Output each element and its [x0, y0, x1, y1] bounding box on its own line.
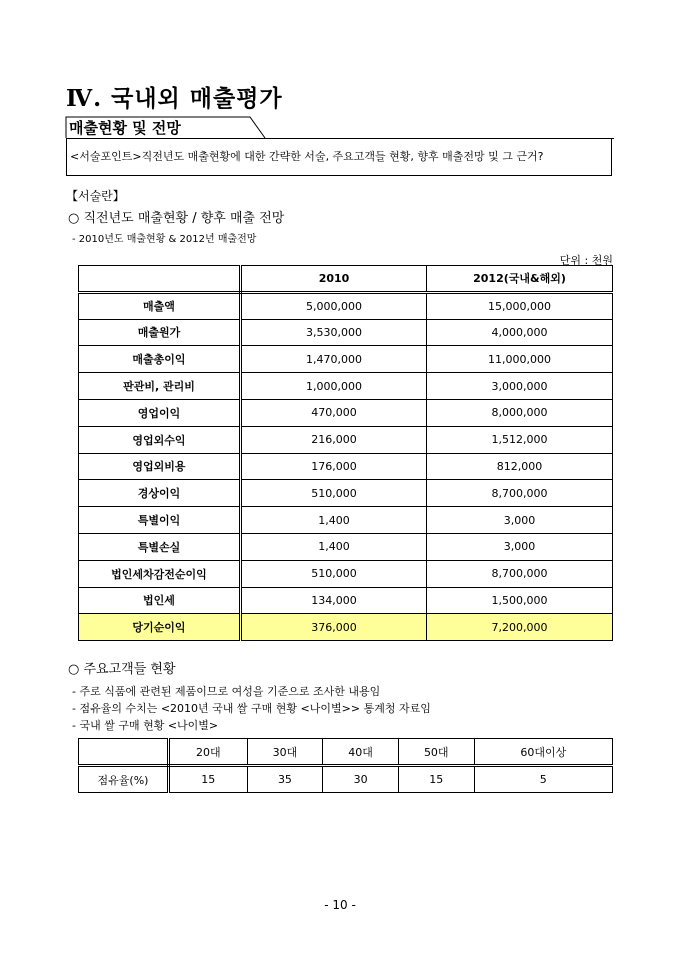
- table-cell: 470,000: [241, 399, 427, 426]
- table-row: [79, 480, 613, 507]
- table-row: [79, 560, 613, 587]
- row-label: 법인세: [79, 587, 241, 614]
- customers-heading: ○ 주요고객들 현황: [68, 662, 176, 677]
- table-cell: 1,470,000: [241, 346, 427, 373]
- table-cell: 30: [323, 766, 399, 793]
- row-label: 특별손실: [79, 533, 241, 560]
- table-cell: 15: [398, 766, 474, 793]
- column-header: 40대: [323, 739, 399, 766]
- table-cell: 15: [169, 766, 248, 793]
- column-header: 30대: [247, 739, 323, 766]
- table-cell: 7,200,000: [427, 614, 613, 641]
- share-table: [78, 738, 613, 793]
- table-cell: 134,000: [241, 587, 427, 614]
- table-row: [79, 292, 613, 319]
- column-header: [79, 266, 241, 293]
- table-row: [79, 346, 613, 373]
- table-row: [79, 614, 613, 641]
- table-row: [79, 399, 613, 426]
- customers-note: - 주로 식품에 관련된 제품이므로 여성을 기준으로 조사한 내용임: [72, 685, 381, 698]
- table-cell: 3,000: [427, 507, 613, 534]
- table-row: [79, 373, 613, 400]
- table-cell: 15,000,000: [427, 292, 613, 319]
- column-header: 60대이상: [474, 739, 612, 766]
- row-label: 매출원가: [79, 319, 241, 346]
- column-header: [79, 739, 169, 766]
- page-title: Ⅳ. 국내외 매출평가: [66, 85, 283, 112]
- row-label: 영업외비용: [79, 453, 241, 480]
- table-cell: 510,000: [241, 480, 427, 507]
- table-cell: 510,000: [241, 560, 427, 587]
- table-row: [79, 426, 613, 453]
- table-cell: 35: [247, 766, 323, 793]
- table-cell: 3,530,000: [241, 319, 427, 346]
- row-label: 경상이익: [79, 480, 241, 507]
- table-cell: 1,000,000: [241, 373, 427, 400]
- table-cell: 812,000: [427, 453, 613, 480]
- table-row: [79, 766, 613, 793]
- table-cell: 5: [474, 766, 612, 793]
- table-cell: 4,000,000: [427, 319, 613, 346]
- row-label: 영업이익: [79, 399, 241, 426]
- column-header: 2012(국내&해외): [427, 266, 613, 293]
- sales-table-header: [79, 266, 613, 293]
- sales-table: [78, 265, 613, 641]
- row-label: 매출총이익: [79, 346, 241, 373]
- answer-label: 【서술란】: [66, 189, 125, 203]
- customers-note: - 국내 쌀 구매 현황 <나이별>: [72, 719, 219, 732]
- table-row: [79, 533, 613, 560]
- sales-heading: ○ 직전년도 매출현황 / 향후 매출 전망: [68, 211, 285, 226]
- row-label: 판관비, 관리비: [79, 373, 241, 400]
- row-label: 법인세차감전순이익: [79, 560, 241, 587]
- table-cell: 8,700,000: [427, 480, 613, 507]
- page-number: - 10 -: [324, 898, 356, 912]
- row-label: 점유율(%): [79, 766, 169, 793]
- row-label: 영업외수익: [79, 426, 241, 453]
- table-cell: 8,700,000: [427, 560, 613, 587]
- table-cell: 1,512,000: [427, 426, 613, 453]
- writing-point-box: <서술포인트>직전년도 매출현황에 대한 간략한 서술, 주요고객들 현황, 향후 매출전망 및 그 근거?: [66, 139, 612, 176]
- table-cell: 8,000,000: [427, 399, 613, 426]
- table-cell: 3,000,000: [427, 373, 613, 400]
- table-cell: 3,000: [427, 533, 613, 560]
- table-cell: 1,400: [241, 507, 427, 534]
- column-header: 50대: [398, 739, 474, 766]
- column-header: 2010: [241, 266, 427, 293]
- share-table-header: [79, 739, 613, 766]
- table-row: [79, 319, 613, 346]
- table-cell: 5,000,000: [241, 292, 427, 319]
- column-header: 20대: [169, 739, 248, 766]
- unit-label: 단위 : 천원: [559, 254, 613, 267]
- table-cell: 376,000: [241, 614, 427, 641]
- sales-note: - 2010년도 매출현황 & 2012년 매출전망: [72, 234, 257, 245]
- row-label: 특별이익: [79, 507, 241, 534]
- table-cell: 1,500,000: [427, 587, 613, 614]
- table-cell: 216,000: [241, 426, 427, 453]
- table-cell: 1,400: [241, 533, 427, 560]
- table-row: [79, 587, 613, 614]
- row-label: 당기순이익: [79, 614, 241, 641]
- customers-note: - 점유율의 수치는 <2010년 국내 쌀 구매 현황 <나이별>> 통계청 자료임: [72, 702, 431, 715]
- row-label: 매출액: [79, 292, 241, 319]
- table-cell: 11,000,000: [427, 346, 613, 373]
- section-tab-title: 매출현황 및 전망: [69, 119, 181, 137]
- table-cell: 176,000: [241, 453, 427, 480]
- table-row: [79, 507, 613, 534]
- table-row: [79, 453, 613, 480]
